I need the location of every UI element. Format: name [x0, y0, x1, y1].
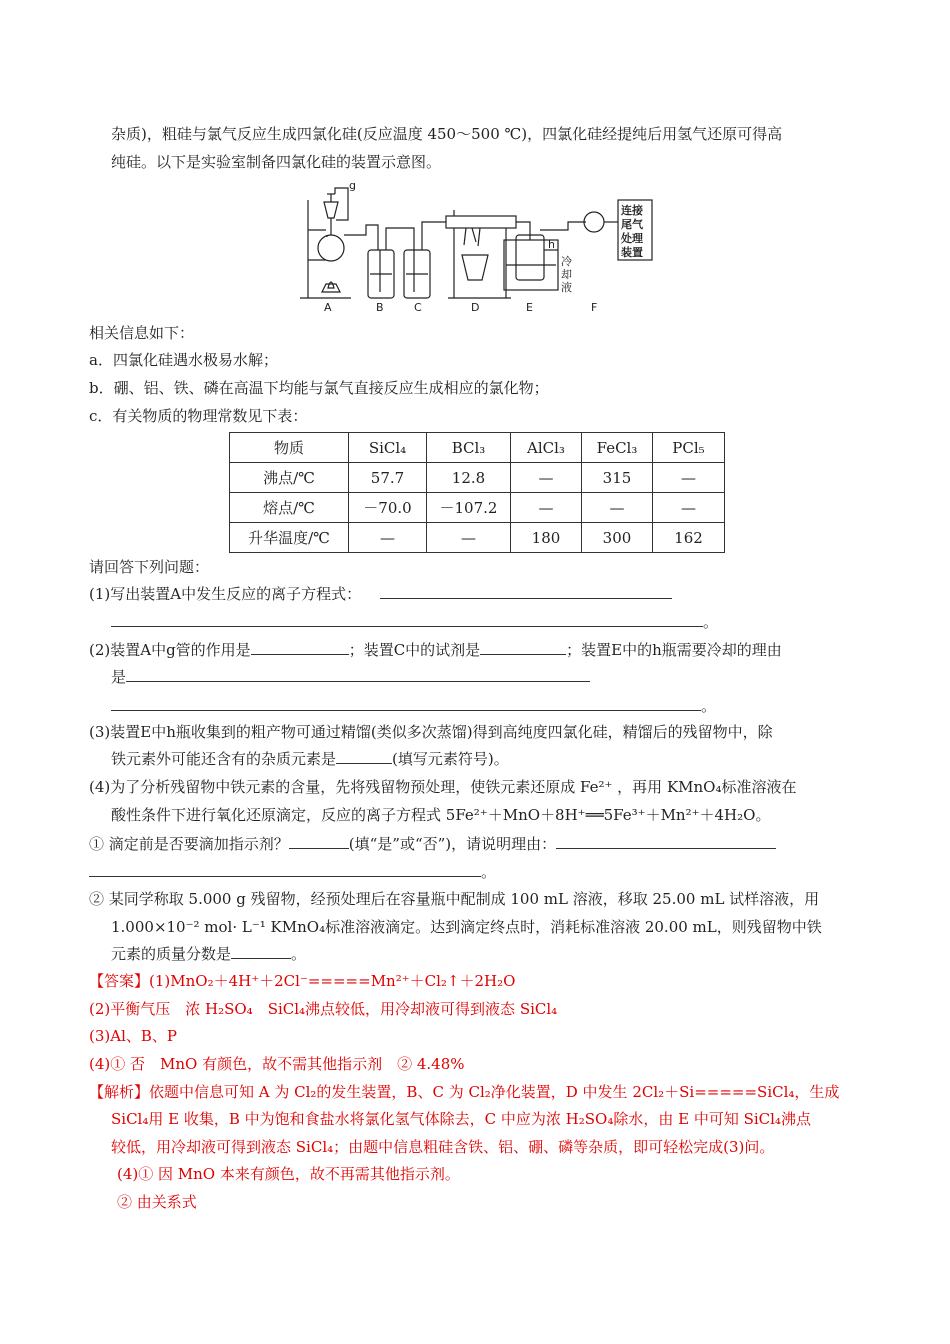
questions-intro: 请回答下列问题： [89, 558, 210, 576]
label-a: A [324, 301, 332, 314]
table-cell: — [582, 493, 653, 523]
label-e: E [526, 301, 533, 314]
question-4-2-c [111, 943, 306, 965]
table-cell: 57.7 [349, 463, 427, 493]
question-1 [89, 583, 672, 605]
table-row [230, 463, 725, 493]
question-4-2-a: ② 某同学称取 5.000 g 残留物，经预处理后在容量瓶中配制成 100 mL 溶液，移取 25.00 mL 试样溶液，用 [89, 890, 820, 908]
question-2-text-c: ；装置E中的h瓶需要冷却的理由 [566, 641, 782, 659]
question-4-2-b: 1.000×10⁻² mol· L⁻¹ KMnO₄标准溶液滴定。达到滴定终点时，消耗标准溶液 20.00 mL，则残留物中铁 [111, 918, 822, 936]
analysis-line-3: 较低，用冷却液可得到液态 SiCl₄；由题中信息粗硅含铁、铝、硼、磷等杂质，即可轻松完成(3)问。 [111, 1138, 775, 1156]
a-funnel [324, 202, 338, 218]
table-header-cell: BCl₃ [427, 433, 511, 463]
question-2-cont2 [111, 695, 716, 717]
label-c: C [414, 301, 422, 314]
label-d: D [471, 301, 480, 314]
box-text-2: 尾气 [621, 218, 643, 231]
answer-blank[interactable] [289, 834, 349, 849]
table-cell: — [653, 493, 725, 523]
table-cell: 升华温度/℃ [230, 523, 349, 553]
table-cell: 315 [582, 463, 653, 493]
answer-blank[interactable] [111, 696, 701, 711]
info-title: 相关信息如下： [89, 324, 195, 342]
answer-blank[interactable] [111, 612, 703, 627]
table-header-cell: FeCl₃ [582, 433, 653, 463]
answer-blank[interactable] [556, 834, 776, 849]
answer-blank[interactable] [231, 944, 291, 959]
a-flask [318, 235, 344, 261]
table-cell: －70.0 [349, 493, 427, 523]
table-header-cell: PCl₅ [653, 433, 725, 463]
question-2-text-a: (2)装置A中g管的作用是 [89, 641, 251, 659]
answer-blank[interactable] [480, 640, 566, 655]
question-4-a: (4)为了分析残留物中铁元素的含量，先将残留物预处理，使铁元素还原成 Fe²⁺ ，再用 KMnO₄标准溶液在 [89, 778, 797, 796]
coolant-label-1: 冷 [561, 255, 572, 268]
answer-blank[interactable] [251, 640, 349, 655]
intro-line-1: 杂质)，粗硅与氯气反应生成四氯化硅(反应温度 450～500 ℃)，四氯化硅经提纯后用氢气还原可得高 [111, 125, 783, 143]
analysis-line-4: (4)① 因 MnO 本来有颜色，故不再需其他指示剂。 [117, 1165, 460, 1183]
coolant-label-2: 却 [561, 268, 572, 281]
label-b: B [376, 301, 384, 314]
table-cell: 300 [582, 523, 653, 553]
question-4-2-text: 元素的质量分数是 [111, 945, 232, 963]
table-cell: — [427, 523, 511, 553]
info-b: b．硼、铝、铁、磷在高温下均能与氯气直接反应生成相应的氯化物； [89, 379, 549, 397]
table-header-cell: SiCl₄ [349, 433, 427, 463]
apparatus-diagram [296, 180, 656, 315]
box-text-1: 连接 [621, 204, 643, 217]
question-4-1-text-a: ① 滴定前是否要滴加指示剂？ [89, 835, 289, 853]
question-4-1 [89, 833, 776, 855]
box-text-4: 装置 [621, 246, 643, 259]
intro-line-2: 纯硅。以下是实验室制备四氯化硅的装置示意图。 [111, 153, 442, 171]
table-cell: — [653, 463, 725, 493]
period: 。 [701, 697, 717, 715]
question-4-2-end: 。 [291, 945, 307, 963]
question-4-1-cont [89, 861, 496, 883]
analysis-line-5: ② 由关系式 [117, 1193, 197, 1211]
answer-blank[interactable] [380, 584, 672, 599]
question-4-1-text-b: (填“是”或“否”)，请说明理由： [348, 835, 557, 853]
answer-2: (2)平衡气压 浓 H₂SO₄ SiCl₄沸点较低，用冷却液可得到液态 SiCl₄ [89, 1000, 558, 1018]
question-3-b [111, 748, 509, 770]
table-row [230, 493, 725, 523]
question-1-text: (1)写出装置A中发生反应的离子方程式： [89, 585, 362, 603]
answer-3: (3)Al、B、P [89, 1027, 177, 1045]
table-cell: 熔点/℃ [230, 493, 349, 523]
analysis-line-1: 【解析】依题中信息可知 A 为 Cl₂的发生装置，B、C 为 Cl₂净化装置，D 中发生 2Cl₂＋Si=====SiCl₄，生成 [89, 1083, 840, 1101]
question-2-text-d: 是 [111, 668, 127, 686]
h-bottle [516, 235, 544, 280]
question-3-a: (3)装置E中h瓶收集到的粗产物可通过精馏(类似多次蒸馏)得到高纯度四氯化硅，精馏后的残留物中，除 [89, 723, 773, 741]
question-4-b: 酸性条件下进行氧化还原滴定，反应的离子方程式 5Fe²⁺＋MnO＋8H⁺══5Fe³⁺＋Mn²⁺＋4H₂O。 [111, 806, 771, 824]
info-c: c．有关物质的物理常数见下表： [89, 407, 308, 425]
table-cell: — [511, 463, 582, 493]
question-2 [89, 639, 782, 661]
coolant-label-3: 液 [561, 281, 572, 294]
label-g: g [349, 180, 356, 192]
answer-blank[interactable] [89, 862, 481, 877]
question-3-text: 铁元素外可能还含有的杂质元素是 [111, 750, 337, 768]
table-row [230, 523, 725, 553]
answer-4: (4)① 否 MnO 有颜色，故不需其他指示剂 ② 4.48% [89, 1055, 465, 1073]
table-cell: 12.8 [427, 463, 511, 493]
table-cell: －107.2 [427, 493, 511, 523]
answer-1: 【答案】(1)MnO₂＋4H⁺＋2Cl⁻=====Mn²⁺＋Cl₂↑＋2H₂O [89, 972, 516, 990]
table-cell: — [511, 493, 582, 523]
question-1-cont [111, 611, 718, 633]
period: 。 [703, 613, 719, 631]
d-burner [462, 255, 488, 280]
answer-blank[interactable] [126, 667, 590, 682]
tube-d [446, 216, 516, 228]
table-cell: 沸点/℃ [230, 463, 349, 493]
period: 。 [481, 863, 497, 881]
answer-blank[interactable] [336, 749, 392, 764]
label-h: h [548, 238, 555, 251]
question-3-text-c: (填写元素符号)。 [392, 750, 509, 768]
physical-constants-table [229, 432, 725, 553]
info-a: a．四氯化硅遇水极易水解； [89, 351, 278, 369]
question-2-text-b: ；装置C中的试剂是 [348, 641, 481, 659]
box-text-3: 处理 [621, 232, 643, 245]
question-2-cont [111, 666, 590, 688]
a-flame [328, 282, 334, 288]
table-header-cell: AlCl₃ [511, 433, 582, 463]
table-cell: — [349, 523, 427, 553]
analysis-line-2: SiCl₄用 E 收集，B 中为饱和食盐水将氯化氢气体除去，C 中应为浓 H₂SO₄除水，由 E 中可知 SiCl₄沸点 [111, 1110, 811, 1128]
table-cell: 180 [511, 523, 582, 553]
table-cell: 162 [653, 523, 725, 553]
table-header-cell: 物质 [230, 433, 349, 463]
table-header-row [230, 433, 725, 463]
label-f: F [591, 301, 598, 314]
f-drying-tube [584, 212, 604, 232]
